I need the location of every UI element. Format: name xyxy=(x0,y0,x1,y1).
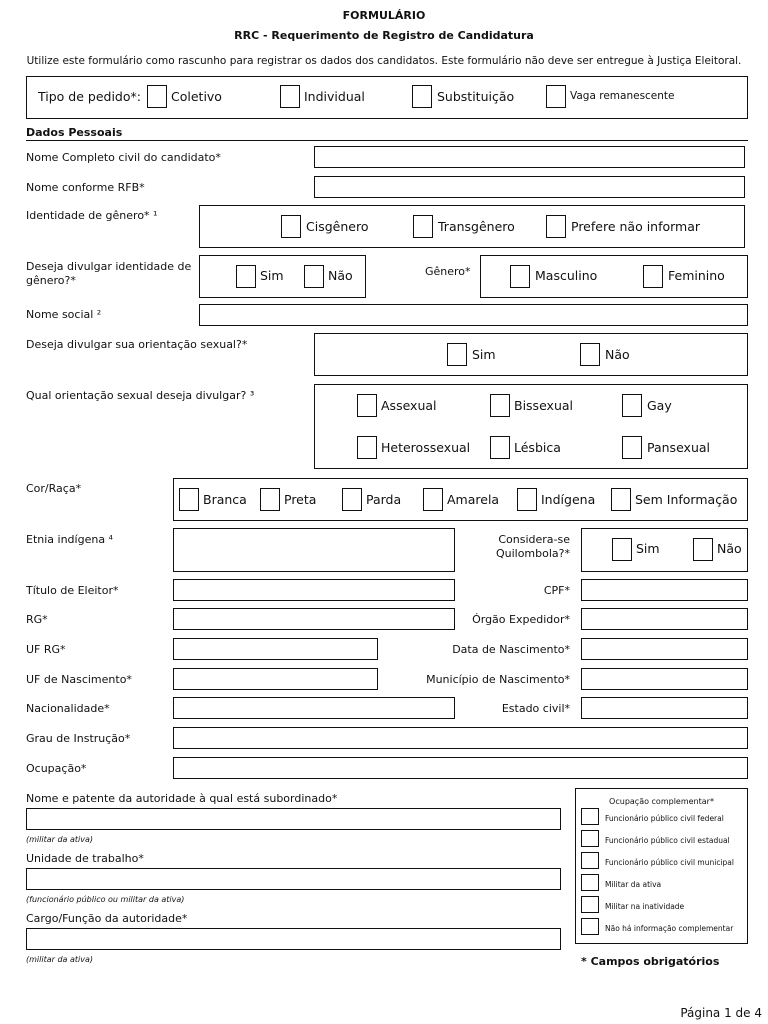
amarela-label: Amarela xyxy=(447,492,500,507)
unidade-trabalho-input[interactable] xyxy=(26,868,561,890)
page-number: Página 1 de 4 xyxy=(680,1006,762,1020)
funcionario-municipal-label: Funcionário público civil municipal xyxy=(605,858,734,867)
titulo-eleitor-label: Título de Eleitor* xyxy=(26,584,119,597)
divulgar-identidade-sim-label: Sim xyxy=(260,268,284,283)
sem-informacao-complementar-label: Não há informação complementar xyxy=(605,924,734,933)
sem-informacao-complementar-checkbox[interactable] xyxy=(581,918,599,935)
data-nascimento-label: Data de Nascimento* xyxy=(452,643,570,656)
gay-checkbox[interactable] xyxy=(622,394,642,417)
page-subtitle: RRC - Requerimento de Registro de Candidatura xyxy=(234,29,534,42)
coletivo-checkbox[interactable] xyxy=(147,85,167,108)
divulgar-orientacao-nao-checkbox[interactable] xyxy=(580,343,600,366)
amarela-checkbox[interactable] xyxy=(423,488,443,511)
substituicao-label: Substituição xyxy=(437,89,515,104)
divulgar-orientacao-box xyxy=(314,333,748,376)
funcionario-federal-checkbox[interactable] xyxy=(581,808,599,825)
divulgar-identidade-sim-checkbox[interactable] xyxy=(236,265,256,288)
assexual-checkbox[interactable] xyxy=(357,394,377,417)
divulgar-orientacao-label: Deseja divulgar sua orientação sexual?* xyxy=(26,338,248,351)
nome-completo-input[interactable] xyxy=(314,146,745,168)
preta-label: Preta xyxy=(284,492,317,507)
qual-orientacao-label: Qual orientação sexual deseja divulgar? ³ xyxy=(26,389,255,402)
genero-label: Gênero* xyxy=(425,265,471,278)
feminino-label: Feminino xyxy=(668,268,725,283)
nacionalidade-label: Nacionalidade* xyxy=(26,702,110,715)
cargo-funcao-label: Cargo/Função da autoridade* xyxy=(26,912,188,925)
titulo-eleitor-input[interactable] xyxy=(173,579,455,601)
cpf-label: CPF* xyxy=(543,584,570,597)
cisgenero-label: Cisgênero xyxy=(306,219,369,234)
indigena-checkbox[interactable] xyxy=(517,488,537,511)
uf-nascimento-label: UF de Nascimento* xyxy=(26,673,132,686)
tipo-pedido-label: Tipo de pedido*: xyxy=(38,89,141,104)
divulgar-identidade-nao-label: Não xyxy=(328,268,353,283)
divulgar-identidade-label-line2: gênero?* xyxy=(26,274,76,287)
nome-social-label: Nome social ² xyxy=(26,308,102,321)
indigena-label: Indígena xyxy=(541,492,596,507)
autoridade-label: Nome e patente da autoridade à qual está subordinado* xyxy=(26,792,338,805)
etnia-input[interactable] xyxy=(173,528,455,572)
estado-civil-label: Estado civil* xyxy=(501,702,570,715)
required-note: * Campos obrigatórios xyxy=(581,955,720,968)
qual-orientacao-box xyxy=(314,384,748,469)
pansexual-label: Pansexual xyxy=(647,440,710,455)
individual-checkbox[interactable] xyxy=(280,85,300,108)
divulgar-identidade-label-line1: Deseja divulgar identidade de xyxy=(26,260,192,273)
ocupacao-input[interactable] xyxy=(173,757,748,779)
orgao-expedidor-input[interactable] xyxy=(581,608,748,630)
preta-checkbox[interactable] xyxy=(260,488,280,511)
branca-checkbox[interactable] xyxy=(179,488,199,511)
feminino-checkbox[interactable] xyxy=(643,265,663,288)
rg-input[interactable] xyxy=(173,608,455,630)
grau-instrucao-input[interactable] xyxy=(173,727,748,749)
sem-informacao-label: Sem Informação xyxy=(635,492,738,507)
cisgenero-checkbox[interactable] xyxy=(281,215,301,238)
substituicao-checkbox[interactable] xyxy=(412,85,432,108)
identidade-genero-label: Identidade de gênero* ¹ xyxy=(26,209,158,222)
cor-raca-label: Cor/Raça* xyxy=(26,482,82,495)
lesbica-label: Lésbica xyxy=(514,440,561,455)
ocupacao-label: Ocupação* xyxy=(26,762,87,775)
funcionario-municipal-checkbox[interactable] xyxy=(581,852,599,869)
section-title: Dados Pessoais xyxy=(26,126,123,139)
militar-inatividade-checkbox[interactable] xyxy=(581,896,599,913)
militar-ativa-checkbox[interactable] xyxy=(581,874,599,891)
divulgar-orientacao-nao-label: Não xyxy=(605,347,630,362)
divulgar-orientacao-sim-label: Sim xyxy=(472,347,496,362)
section-divider xyxy=(26,140,748,141)
heterossexual-checkbox[interactable] xyxy=(357,436,377,459)
uf-rg-input[interactable] xyxy=(173,638,378,660)
nome-rfb-input[interactable] xyxy=(314,176,745,198)
nome-social-input[interactable] xyxy=(199,304,748,326)
autoridade-input[interactable] xyxy=(26,808,561,830)
cargo-funcao-input[interactable] xyxy=(26,928,561,950)
prefere-nao-informar-checkbox[interactable] xyxy=(546,215,566,238)
bissexual-label: Bissexual xyxy=(514,398,573,413)
divulgar-identidade-nao-checkbox[interactable] xyxy=(304,265,324,288)
parda-checkbox[interactable] xyxy=(342,488,362,511)
prefere-nao-informar-label: Prefere não informar xyxy=(571,219,701,234)
data-nascimento-input[interactable] xyxy=(581,638,748,660)
vaga-remanescente-label: Vaga remanescente xyxy=(570,90,675,102)
gay-label: Gay xyxy=(647,398,672,413)
unidade-trabalho-note: (funcionário público ou militar da ativa) xyxy=(26,895,185,904)
nome-rfb-label: Nome conforme RFB* xyxy=(26,181,145,194)
funcionario-estadual-label: Funcionário público civil estadual xyxy=(605,836,730,845)
assexual-label: Assexual xyxy=(381,398,437,413)
orgao-expedidor-label: Órgão Expedidor* xyxy=(472,613,570,626)
municipio-nascimento-input[interactable] xyxy=(581,668,748,690)
nacionalidade-input[interactable] xyxy=(173,697,455,719)
individual-label: Individual xyxy=(304,89,365,104)
municipio-nascimento-label: Município de Nascimento* xyxy=(426,673,570,686)
quilombola-sim-checkbox[interactable] xyxy=(612,538,632,561)
masculino-checkbox[interactable] xyxy=(510,265,530,288)
autoridade-note: (militar da ativa) xyxy=(26,835,93,844)
page-title: FORMULÁRIO xyxy=(342,9,426,22)
quilombola-nao-label: Não xyxy=(717,541,742,556)
branca-label: Branca xyxy=(203,492,247,507)
grau-instrucao-label: Grau de Instrução* xyxy=(26,732,131,745)
divulgar-orientacao-sim-checkbox[interactable] xyxy=(447,343,467,366)
ocupacao-complementar-title: Ocupação complementar* xyxy=(609,797,714,806)
quilombola-sim-label: Sim xyxy=(636,541,660,556)
unidade-trabalho-label: Unidade de trabalho* xyxy=(26,852,144,865)
parda-label: Parda xyxy=(366,492,402,507)
transgenero-label: Transgênero xyxy=(438,219,515,234)
quilombola-label-line2: Quilombola?* xyxy=(495,547,570,560)
quilombola-label-line1: Considera-se xyxy=(498,533,570,546)
cpf-input[interactable] xyxy=(581,579,748,601)
uf-rg-label: UF RG* xyxy=(26,643,66,656)
bissexual-checkbox[interactable] xyxy=(490,394,510,417)
funcionario-federal-label: Funcionário público civil federal xyxy=(605,814,724,823)
quilombola-nao-checkbox[interactable] xyxy=(693,538,713,561)
masculino-label: Masculino xyxy=(535,268,598,283)
estado-civil-input[interactable] xyxy=(581,697,748,719)
etnia-label: Etnia indígena ⁴ xyxy=(26,533,113,546)
vaga-remanescente-checkbox[interactable] xyxy=(546,85,566,108)
coletivo-label: Coletivo xyxy=(171,89,222,104)
rg-label: RG* xyxy=(26,613,48,626)
nome-completo-label: Nome Completo civil do candidato* xyxy=(26,151,221,164)
militar-inatividade-label: Militar na inatividade xyxy=(605,902,685,911)
uf-nascimento-input[interactable] xyxy=(173,668,378,690)
heterossexual-label: Heterossexual xyxy=(381,440,471,455)
transgenero-checkbox[interactable] xyxy=(413,215,433,238)
intro-text: Utilize este formulário como rascunho para registrar os dados dos candidatos. Este formulário não deve ser entregue à Justiça Eleitoral. xyxy=(26,55,742,67)
sem-informacao-checkbox[interactable] xyxy=(611,488,631,511)
cargo-funcao-note: (militar da ativa) xyxy=(26,955,93,964)
militar-ativa-label: Militar da ativa xyxy=(605,880,662,889)
funcionario-estadual-checkbox[interactable] xyxy=(581,830,599,847)
pansexual-checkbox[interactable] xyxy=(622,436,642,459)
lesbica-checkbox[interactable] xyxy=(490,436,510,459)
